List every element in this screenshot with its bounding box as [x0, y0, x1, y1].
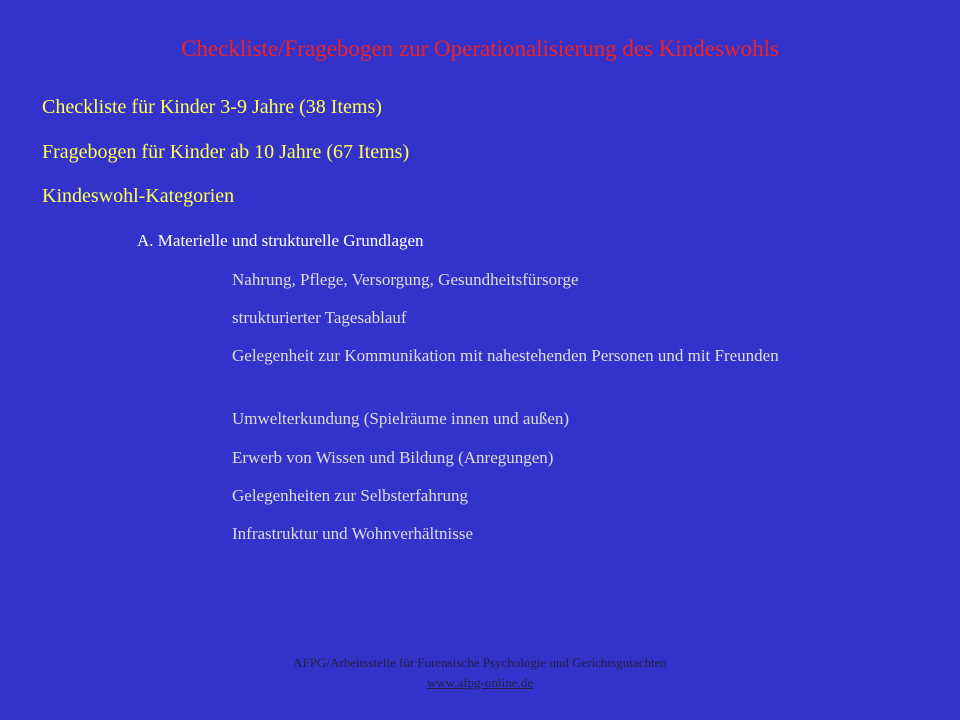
item-kategorien: Kindeswohl-Kategorien	[42, 185, 235, 207]
subitem-selbsterfahrung: Gelegenheiten zur Selbsterfahrung	[232, 486, 469, 505]
subitem-umwelterkundung: Umwelterkundung (Spielräume innen und außen)	[232, 409, 570, 428]
footer-link-row	[0, 675, 960, 691]
subitem-infrastruktur: Infrastruktur und Wohnverhältnisse	[232, 524, 473, 543]
footer-org: AFPG/Arbeitsstelle für Forensische Psychologie und Gerichtsgutachten	[293, 655, 667, 670]
footer-link[interactable]: www.afpg-online.de	[426, 675, 533, 690]
item-fragebogen: Fragebogen für Kinder ab 10 Jahre (67 Items)	[42, 141, 410, 163]
item-checkliste: Checkliste für Kinder 3-9 Jahre (38 Items)	[42, 96, 382, 118]
subitem-wissen: Erwerb von Wissen und Bildung (Anregungen)	[232, 448, 554, 467]
subitem-kommunikation: Gelegenheit zur Kommunikation mit nahestehenden Personen und mit Freunden	[232, 346, 779, 365]
category-heading: A. Materielle und strukturelle Grundlagen	[137, 231, 424, 250]
subitem-nahrung: Nahrung, Pflege, Versorgung, Gesundheitsfürsorge	[232, 270, 579, 289]
subitem-tagesablauf: strukturierter Tagesablauf	[232, 308, 407, 327]
slide-title: Checkliste/Fragebogen zur Operationalisierung des Kindeswohls	[181, 36, 779, 61]
